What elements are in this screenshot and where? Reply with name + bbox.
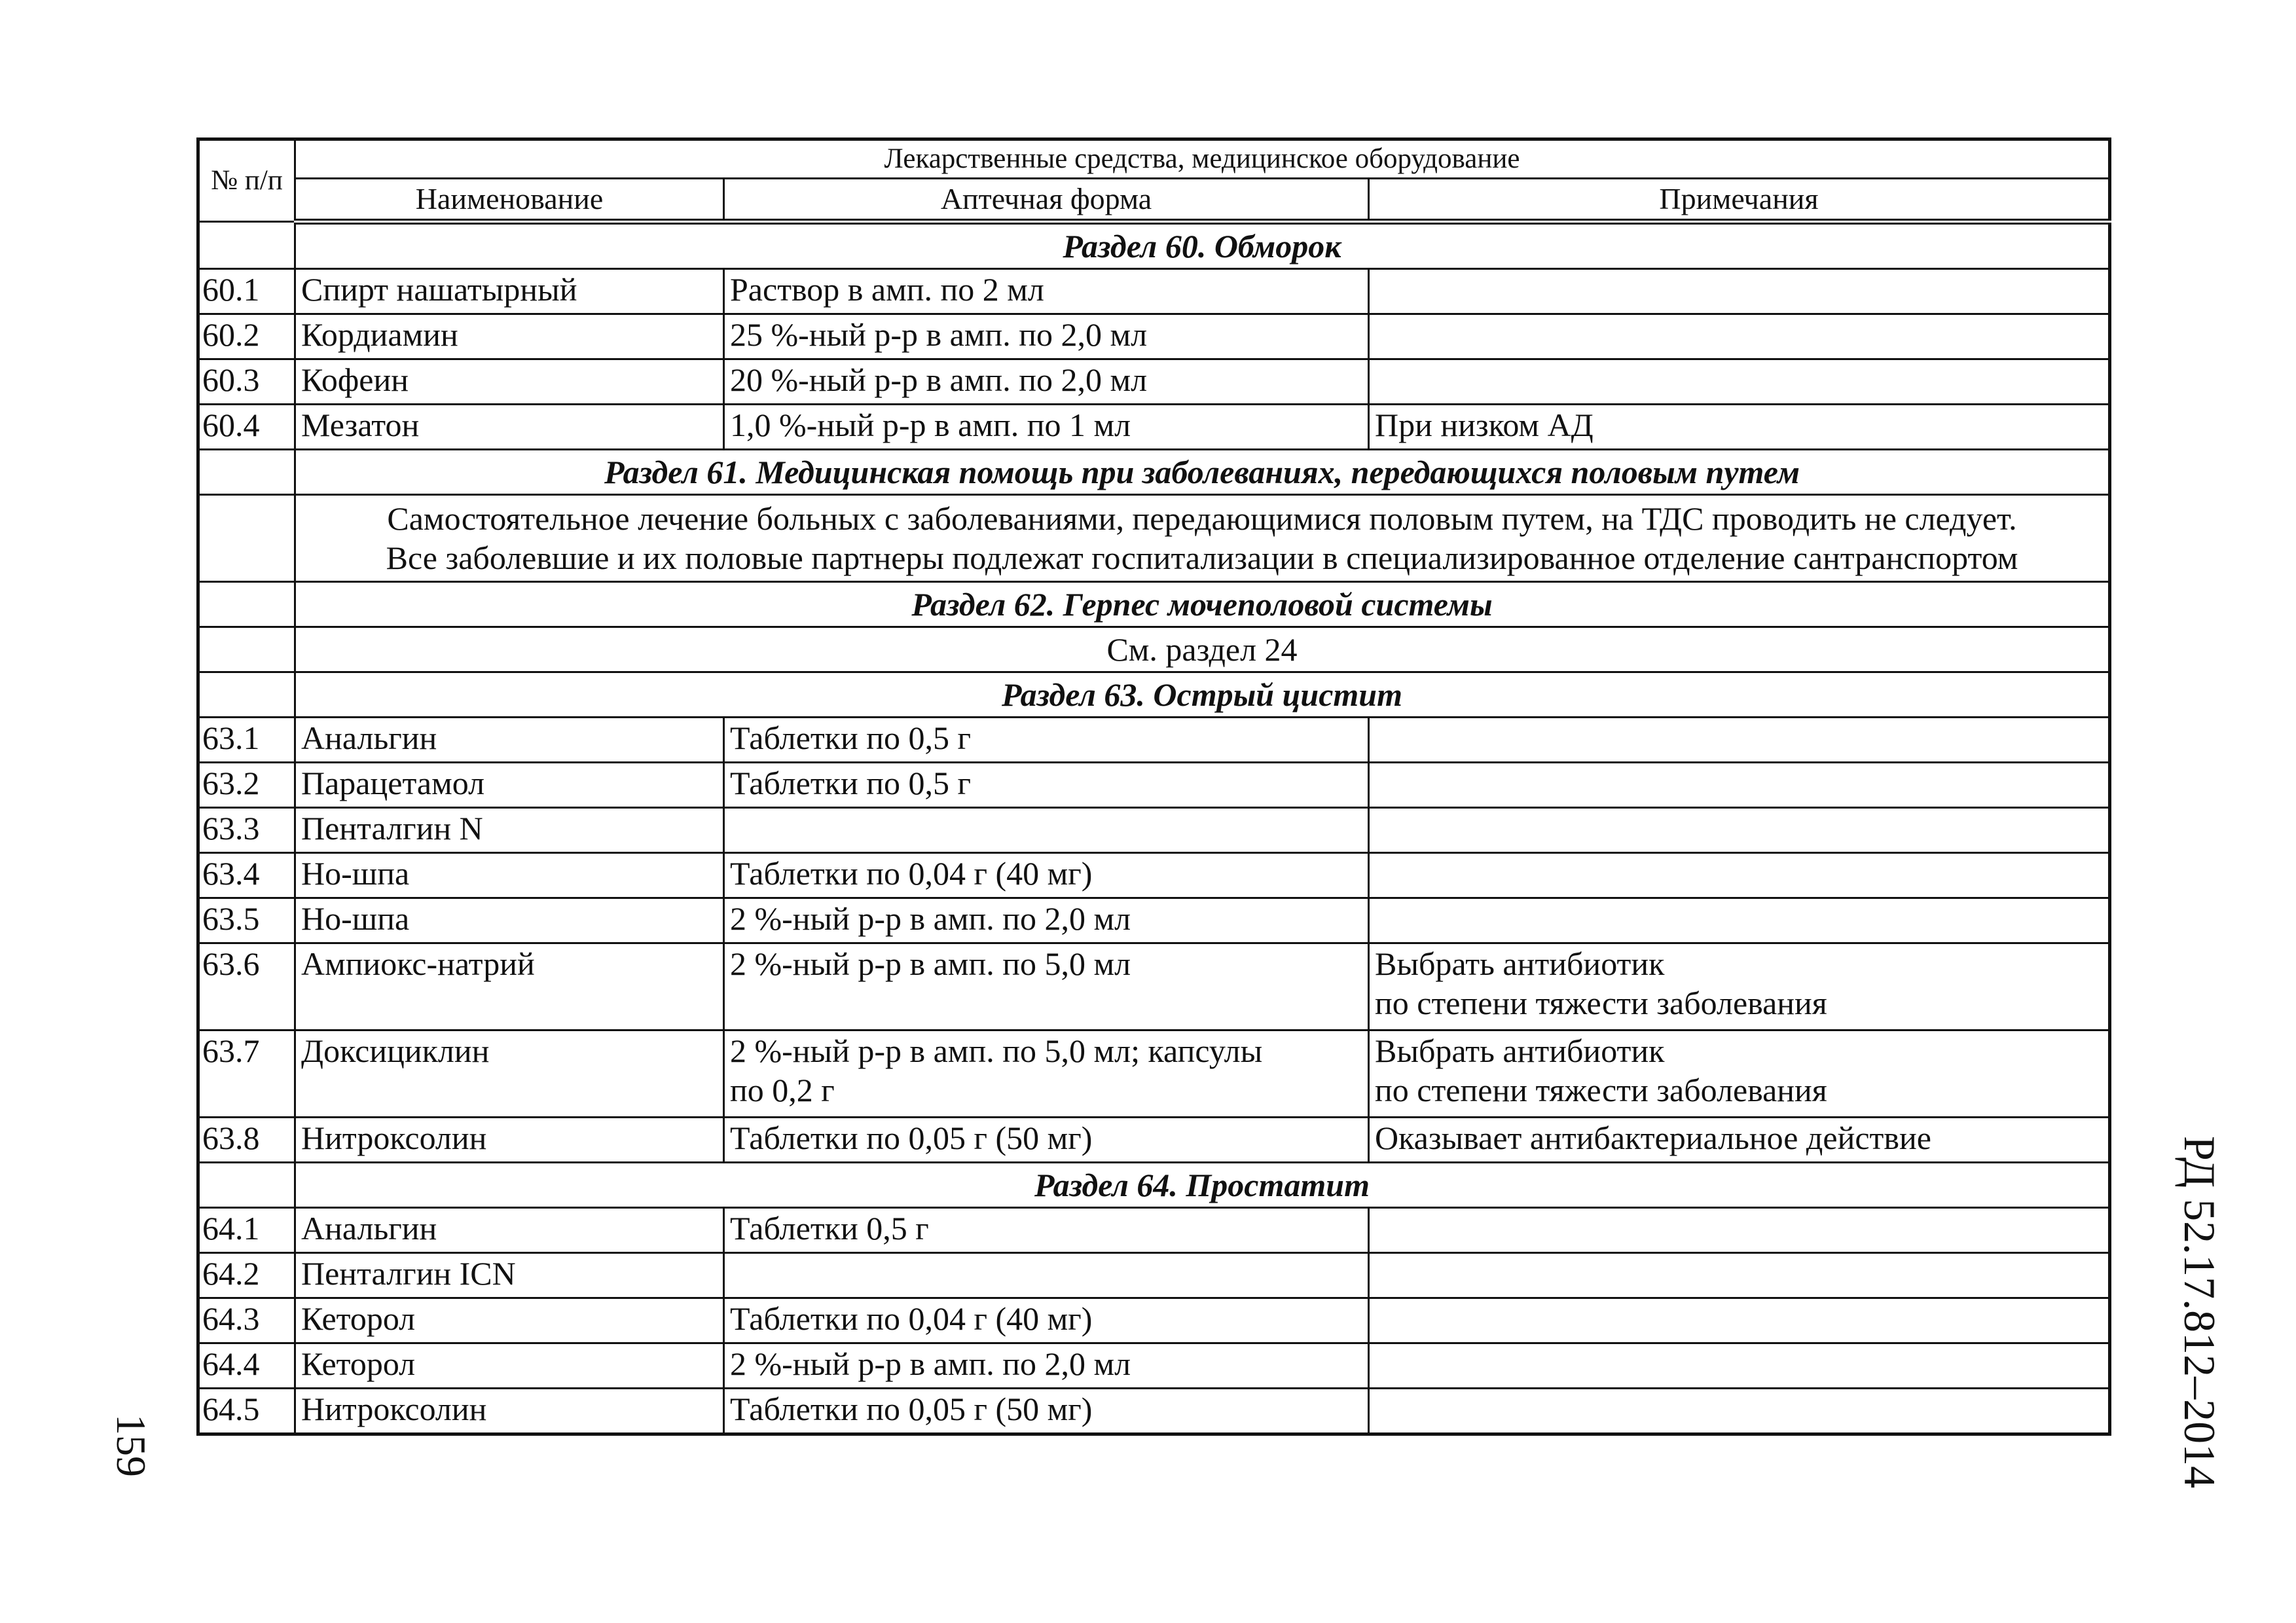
drug-name: Нитроксолин <box>295 1389 724 1434</box>
drug-note <box>1369 269 2110 314</box>
section-number-cell <box>198 222 295 269</box>
table-row <box>198 808 2110 853</box>
section-text <box>295 495 2110 582</box>
drug-form: Таблетки по 0,05 г (50 мг) <box>724 1118 1369 1163</box>
drug-name: Спирт нашатырный <box>295 269 724 314</box>
drug-note <box>1369 718 2110 763</box>
table-header-row <box>198 139 2110 179</box>
drug-name: Кофеин <box>295 359 724 405</box>
section-number-cell <box>198 1163 295 1208</box>
section-title-row <box>198 582 2110 627</box>
drug-note-line: Выбрать антибиотик <box>1375 945 1665 982</box>
row-number: 63.1 <box>198 718 295 763</box>
table-row <box>198 405 2110 450</box>
row-number: 60.1 <box>198 269 295 314</box>
section-title-row <box>198 450 2110 495</box>
drug-note <box>1369 1343 2110 1389</box>
drug-form: 2 %-ный р-р в амп. по 5,0 мл <box>724 943 1369 1030</box>
drug-name: Анальгин <box>295 718 724 763</box>
drug-form: Таблетки по 0,04 г (40 мг) <box>724 1298 1369 1343</box>
table-header-row <box>198 179 2110 222</box>
drug-name: Мезатон <box>295 405 724 450</box>
drug-form: Таблетки 0,5 г <box>724 1208 1369 1253</box>
drug-name: Анальгин <box>295 1208 724 1253</box>
drug-form: 1,0 %-ный р-р в амп. по 1 мл <box>724 405 1369 450</box>
drug-form: Таблетки по 0,5 г <box>724 763 1369 808</box>
table-row <box>198 269 2110 314</box>
drug-note <box>1369 853 2110 898</box>
drug-note <box>1369 808 2110 853</box>
drug-note <box>1369 314 2110 359</box>
drug-note <box>1369 1030 2110 1118</box>
drug-name: Кеторол <box>295 1343 724 1389</box>
drug-form: Таблетки по 0,5 г <box>724 718 1369 763</box>
section-number-cell <box>198 672 295 718</box>
table-row <box>198 1298 2110 1343</box>
name-column-header: Наименование <box>295 179 724 222</box>
table-row <box>198 1253 2110 1298</box>
section-title: Раздел 62. Герпес мочеполовой системы <box>295 582 2110 627</box>
section-title: Раздел 64. Простатит <box>295 1163 2110 1208</box>
drug-form: 2 %-ный р-р в амп. по 2,0 мл <box>724 898 1369 943</box>
row-number: 63.6 <box>198 943 295 1030</box>
row-number: 64.4 <box>198 1343 295 1389</box>
drug-form-line: по 0,2 г <box>730 1072 835 1108</box>
section-title-row <box>198 1163 2110 1208</box>
table-row <box>198 1343 2110 1389</box>
drug-form: 2 %-ный р-р в амп. по 2,0 мл <box>724 1343 1369 1389</box>
drug-name: Но-шпа <box>295 853 724 898</box>
table-row <box>198 718 2110 763</box>
drug-form: 20 %-ный р-р в амп. по 2,0 мл <box>724 359 1369 405</box>
drug-name: Ампиокс-натрий <box>295 943 724 1030</box>
row-number: 64.1 <box>198 1208 295 1253</box>
drug-form <box>724 808 1369 853</box>
drug-name: Пенталгин ICN <box>295 1253 724 1298</box>
row-number: 60.3 <box>198 359 295 405</box>
row-number: 64.5 <box>198 1389 295 1434</box>
drug-form <box>724 1253 1369 1298</box>
drug-note <box>1369 1253 2110 1298</box>
drug-note <box>1369 1298 2110 1343</box>
section-title-row <box>198 222 2110 269</box>
table-row <box>198 1208 2110 1253</box>
drug-form <box>724 1030 1369 1118</box>
row-number: 64.2 <box>198 1253 295 1298</box>
section-number-cell <box>198 582 295 627</box>
section-text-line: Самостоятельное лечение больных с заболеваниями, передающимися половым путем, на ТДС проводить не следует. <box>387 500 2017 537</box>
row-number: 60.4 <box>198 405 295 450</box>
document-code: РД 52.17.812–2014 <box>2175 1136 2225 1489</box>
drug-form: Таблетки по 0,04 г (40 мг) <box>724 853 1369 898</box>
drug-form: Таблетки по 0,05 г (50 мг) <box>724 1389 1369 1434</box>
drug-name: Но-шпа <box>295 898 724 943</box>
row-number: 63.3 <box>198 808 295 853</box>
drug-note: Оказывает антибактериальное действие <box>1369 1118 2110 1163</box>
section-title-row <box>198 672 2110 718</box>
drug-note <box>1369 1208 2110 1253</box>
table-row <box>198 1030 2110 1118</box>
drug-form: Раствор в амп. по 2 мл <box>724 269 1369 314</box>
table-row <box>198 359 2110 405</box>
row-number: 63.8 <box>198 1118 295 1163</box>
table-row <box>198 763 2110 808</box>
drug-form: 25 %-ный р-р в амп. по 2,0 мл <box>724 314 1369 359</box>
drug-name: Кеторол <box>295 1298 724 1343</box>
section-title: Раздел 63. Острый цистит <box>295 672 2110 718</box>
page-number: 159 <box>108 1414 155 1477</box>
drug-note-line: Выбрать антибиотик <box>1375 1032 1665 1069</box>
row-number: 63.4 <box>198 853 295 898</box>
section-number-cell <box>198 450 295 495</box>
section-text: См. раздел 24 <box>295 627 2110 672</box>
row-number: 60.2 <box>198 314 295 359</box>
drug-note-line: по степени тяжести заболевания <box>1375 985 1827 1021</box>
table-row <box>198 853 2110 898</box>
drug-name: Нитроксолин <box>295 1118 724 1163</box>
drug-note <box>1369 359 2110 405</box>
row-number: 63.2 <box>198 763 295 808</box>
table-row <box>198 1389 2110 1434</box>
notes-column-header: Примечания <box>1369 179 2110 222</box>
section-text-row <box>198 627 2110 672</box>
table-row <box>198 943 2110 1030</box>
drug-form-line: 2 %-ный р-р в амп. по 5,0 мл; капсулы <box>730 1032 1263 1069</box>
row-number: 63.5 <box>198 898 295 943</box>
section-title: Раздел 61. Медицинская помощь при заболеваниях, передающихся половым путем <box>295 450 2110 495</box>
section-text-line: Все заболевшие и их половые партнеры подлежат госпитализации в специализированное отделение сантранспортом <box>386 539 2018 576</box>
drug-note-line: по степени тяжести заболевания <box>1375 1072 1827 1108</box>
drug-note <box>1369 1389 2110 1434</box>
section-number-cell <box>198 495 295 582</box>
table-row <box>198 1118 2110 1163</box>
row-number: 63.7 <box>198 1030 295 1118</box>
form-column-header: Аптечная форма <box>724 179 1369 222</box>
section-number-cell <box>198 627 295 672</box>
section-title: Раздел 60. Обморок <box>295 222 2110 269</box>
drug-note <box>1369 763 2110 808</box>
drug-name: Доксициклин <box>295 1030 724 1118</box>
section-text-row <box>198 495 2110 582</box>
table-row <box>198 314 2110 359</box>
drug-note <box>1369 943 2110 1030</box>
group-column-header: Лекарственные средства, медицинское оборудование <box>295 139 2110 179</box>
table-row <box>198 898 2110 943</box>
drug-note: При низком АД <box>1369 405 2110 450</box>
drug-note <box>1369 898 2110 943</box>
drug-name: Пенталгин N <box>295 808 724 853</box>
row-number: 64.3 <box>198 1298 295 1343</box>
drug-name: Кордиамин <box>295 314 724 359</box>
drug-name: Парацетамол <box>295 763 724 808</box>
number-column-header: № п/п <box>198 139 295 222</box>
medications-table <box>196 137 2111 1436</box>
